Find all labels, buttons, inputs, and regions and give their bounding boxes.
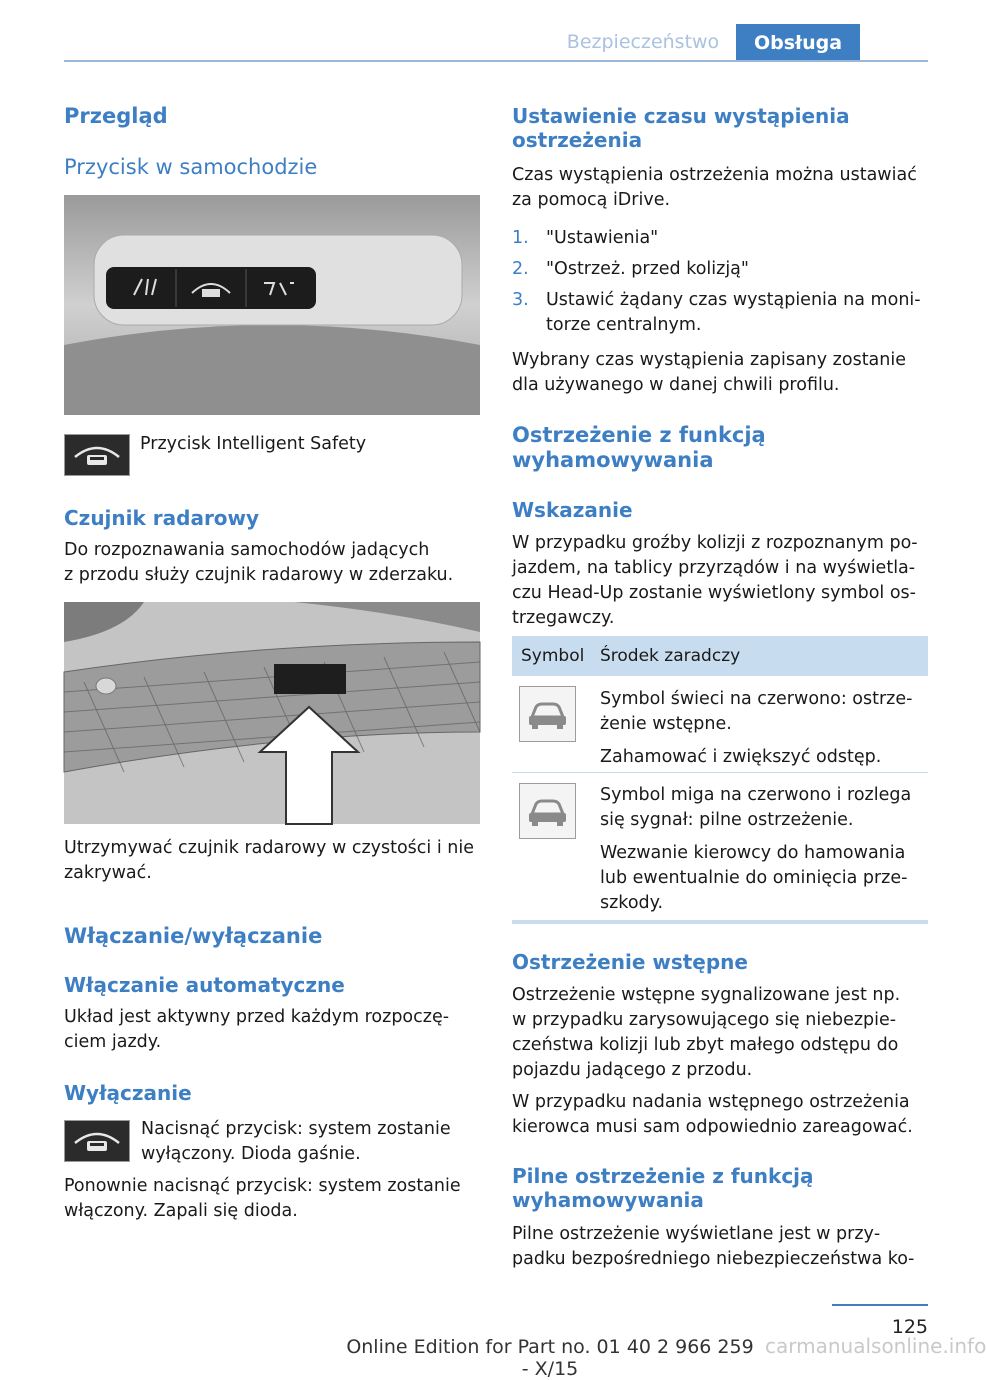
table-row-divider <box>512 772 928 773</box>
urgent-warning-text: Pilne ostrzeżenie wyświetlane jest w przy‐ padku bezpośredniego niebezpieczeństwa ko‐ <box>512 1224 915 1269</box>
steps-list <box>512 226 928 338</box>
footer-edition: Online Edition for Part no. 01 40 2 966 259 - X/15 <box>346 1336 754 1380</box>
indication-text: W przypadku groźby kolizji z rozpoznanym po‐ jazdem, na tablicy przyrządów i na wyświetla‐ czu Head-Up zostanie wyświetlony symbol os‐ trzegawczy. <box>512 533 918 628</box>
heading-switch-off: Wyłączanie <box>64 1081 192 1105</box>
heading-button-in-car: Przycisk w samochodzie <box>64 155 318 179</box>
heading-indication: Wskazanie <box>512 498 633 522</box>
header-tab-operation[interactable]: Obsługa <box>736 24 860 62</box>
column-header-symbol: Symbol <box>521 646 585 666</box>
switch-on-again-text: Ponownie nacisnąć przycisk: system zostanie włączony. Zapali się dioda. <box>64 1176 461 1221</box>
column-header-remedy: Środek zaradczy <box>600 646 741 666</box>
table-row-2-text: Symbol miga na czerwono i rozlega się sygnał: pilne ostrzeżenie. Wezwanie kierowcy do hamowania lub ewentualnie do ominięcia prze‐ szkody. <box>600 785 912 913</box>
heading-pre-warning: Ostrzeżenie wstępne <box>512 950 748 974</box>
pre-warning-text-2: W przypadku nadania wstępnego ostrzeżenia kierowca musi sam odpowiednio zareagować. <box>512 1092 913 1137</box>
list-item: 3. Ustawić żądany czas wystąpienia na moni‐ torze centralnym. <box>512 290 921 335</box>
warning-time-text: Czas wystąpienia ostrzeżenia można ustawiać za pomocą iDrive. <box>512 165 917 210</box>
list-item: 2. "Ostrzeż. przed kolizją" <box>512 259 749 279</box>
intelligent-safety-icon <box>64 1120 130 1162</box>
radar-description: Do rozpoznawania samochodów jadących z przodu służy czujnik radarowy w zderzaku. <box>64 540 454 585</box>
table-row-1-text: Symbol świeci na czerwono: ostrze‐ żenie wstępne. Zahamować i zwiększyć odstęp. <box>600 689 913 767</box>
heading-warning-time: Ustawienie czasu wystąpienia ostrzeżenia <box>512 104 850 152</box>
auto-on-text: Układ jest aktywny przed każdym rozpoczę‐ ciem jazdy. <box>64 1007 450 1052</box>
page-number: 125 <box>891 1316 928 1338</box>
heading-on-off: Włączanie/wyłączanie <box>64 924 323 948</box>
heading-overview: Przegląd <box>64 104 168 128</box>
footer-accent-line <box>832 1304 928 1306</box>
switch-off-text: Nacisnąć przycisk: system zostanie wyłączony. Dioda gaśnie. <box>141 1119 451 1164</box>
car-warning-icon <box>519 686 576 742</box>
header-divider <box>64 60 928 62</box>
list-item: 1. "Ustawienia" <box>512 228 659 248</box>
photo-radar-bumper <box>64 602 480 824</box>
table-header <box>512 636 928 676</box>
icon-caption: Przycisk Intelligent Safety <box>140 434 367 454</box>
car-warning-icon <box>519 783 576 839</box>
keep-clean-text: Utrzymywać czujnik radarowy w czystości i nie zakrywać. <box>64 838 474 883</box>
pre-warning-text: Ostrzeżenie wstępne sygnalizowane jest np. w przypadku zarysowującego się niebezpie‐ czeństwa kolizji lub zbyt małego odstępu do pojazdu jadącego z przodu. <box>512 985 901 1080</box>
header-tab-safety[interactable]: Bezpieczeństwo <box>566 31 720 53</box>
heading-urgent-warning: Pilne ostrzeżenie z funkcją wyhamowywania <box>512 1164 814 1212</box>
heading-radar-sensor: Czujnik radarowy <box>64 506 260 530</box>
table-bottom-border <box>512 920 928 924</box>
heading-auto-on: Włączanie automatyczne <box>64 973 345 997</box>
photo-button-panel <box>64 195 480 415</box>
intelligent-safety-icon <box>64 434 130 476</box>
heading-brake-warning: Ostrzeżenie z funkcją wyhamowywania <box>512 423 766 472</box>
saved-profile-text: Wybrany czas wystąpienia zapisany zostanie dla używanego w danej chwili profilu. <box>512 350 906 395</box>
watermark: carmanualsonline.info <box>765 1334 986 1358</box>
